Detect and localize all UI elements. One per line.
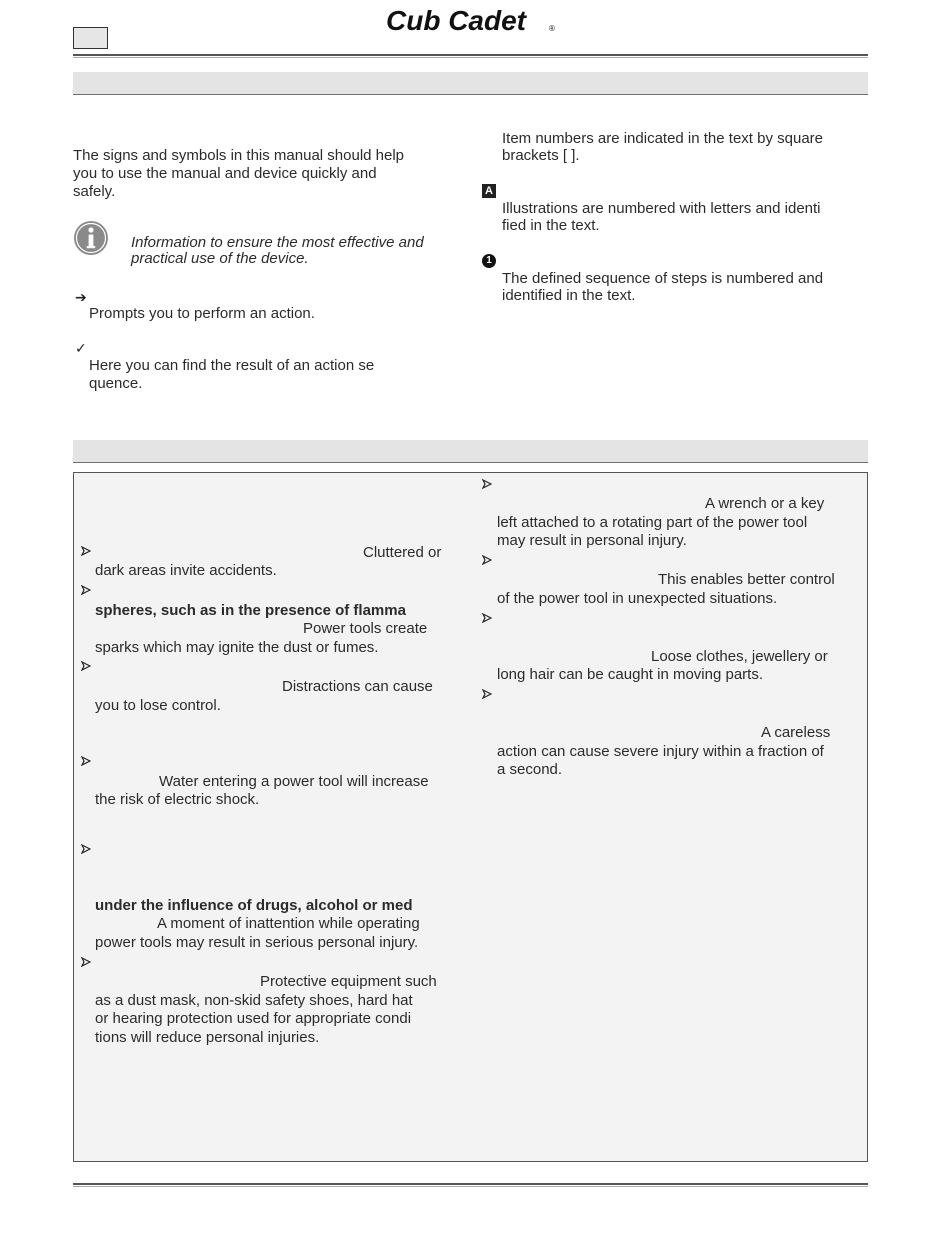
- safety-left-5-bold: under the influence of drugs, alcohol or med: [95, 897, 413, 914]
- safety-right-1-line-1: A wrench or a key: [705, 495, 825, 512]
- safety-right-3-line-2: long hair can be caught in moving parts.: [497, 666, 763, 683]
- safety-left-2-line-2: sparks which may ignite the dust or fumes.: [95, 639, 379, 656]
- intro-line-2: you to use the manual and device quickly and: [73, 165, 377, 182]
- safety-left-1-line-1: Cluttered or: [363, 544, 442, 561]
- safety-right-2-line-2: of the power tool in unexpected situations.: [497, 590, 778, 607]
- safety-left-3-line-1: Distractions can cause: [282, 678, 433, 695]
- safety-left-6-line-2: as a dust mask, non-skid safety shoes, hard hat: [95, 992, 413, 1009]
- action-text: Prompts you to perform an action.: [89, 305, 315, 322]
- bullet-arrow-icon: [81, 661, 91, 671]
- info-note-line-2: practical use of the device.: [131, 250, 309, 267]
- safety-left-4-line-2: the risk of electric shock.: [95, 791, 260, 808]
- section-bar-symbols: [73, 72, 868, 95]
- item-numbers-line-2: brackets [ ].: [502, 147, 580, 164]
- registered-mark: ®: [549, 24, 555, 33]
- safety-left-6-line-3: or hearing protection used for appropriate condi: [95, 1010, 412, 1027]
- bullet-arrow-icon: [482, 479, 492, 489]
- safety-left-2-bold: spheres, such as in the presence of flamma: [95, 602, 406, 619]
- safety-left-6-line-1: Protective equipment such: [260, 973, 437, 990]
- step-number-icon: 1: [482, 254, 496, 268]
- safety-right-3-line-1: Loose clothes, jewellery or: [651, 648, 828, 665]
- brand-name: Cub Cadet: [386, 5, 526, 36]
- safety-left-1-line-2: dark areas invite accidents.: [95, 562, 277, 579]
- bullet-arrow-icon: [81, 844, 91, 854]
- bullet-arrow-icon: [81, 756, 91, 766]
- safety-left-4-line-1: Water entering a power tool will increase: [159, 773, 429, 790]
- safety-right-1-line-2: left attached to a rotating part of the power tool: [497, 514, 808, 531]
- action-arrow-icon: ➔: [75, 289, 87, 305]
- section-bar-safety: [73, 440, 868, 463]
- info-icon: [73, 220, 109, 256]
- header-rule: [73, 54, 868, 56]
- result-line-1: Here you can find the result of an action se: [89, 357, 375, 374]
- cub-cadet-logo: [386, 2, 561, 38]
- footer-rule: [73, 1183, 868, 1185]
- bullet-arrow-icon: [482, 613, 492, 623]
- info-note-line-1: Information to ensure the most effective and: [131, 234, 424, 251]
- steps-line-2: identified in the text.: [502, 287, 636, 304]
- illustrations-line-1: Illustrations are numbered with letters and identi: [502, 200, 821, 217]
- steps-line-1: The defined sequence of steps is numbered and: [502, 270, 824, 287]
- safety-right-4-line-1: A careless: [761, 724, 831, 741]
- safety-right-4-line-2: action can cause severe injury within a fraction of: [497, 743, 824, 760]
- safety-right-1-line-3: may result in personal injury.: [497, 532, 687, 549]
- bullet-arrow-icon: [81, 585, 91, 595]
- bullet-arrow-icon: [81, 957, 91, 967]
- page-number-box: [73, 27, 108, 49]
- safety-left-5-line-2: power tools may result in serious personal injury.: [95, 934, 419, 951]
- safety-right-4-line-3: a second.: [497, 761, 563, 778]
- illustrations-line-2: fied in the text.: [502, 217, 600, 234]
- result-line-2: quence.: [89, 375, 143, 392]
- safety-right-2-line-1: This enables better control: [658, 571, 835, 588]
- footer-rule-thin: [73, 1186, 868, 1187]
- safety-left-3-line-2: you to lose control.: [95, 697, 221, 714]
- bullet-arrow-icon: [482, 689, 492, 699]
- safety-left-5-line-1: A moment of inattention while operating: [157, 915, 420, 932]
- illustration-letter-icon: A: [482, 184, 496, 198]
- header-rule-thin: [73, 57, 868, 58]
- safety-left-2-line-1: Power tools create: [303, 620, 428, 637]
- check-icon: ✓: [75, 340, 87, 356]
- safety-left-6-line-4: tions will reduce personal injuries.: [95, 1029, 320, 1046]
- item-numbers-line-1: Item numbers are indicated in the text by square: [502, 130, 824, 147]
- bullet-arrow-icon: [81, 546, 91, 556]
- intro-line-1: The signs and symbols in this manual should help: [73, 147, 405, 164]
- bullet-arrow-icon: [482, 555, 492, 565]
- intro-line-3: safely.: [73, 183, 116, 200]
